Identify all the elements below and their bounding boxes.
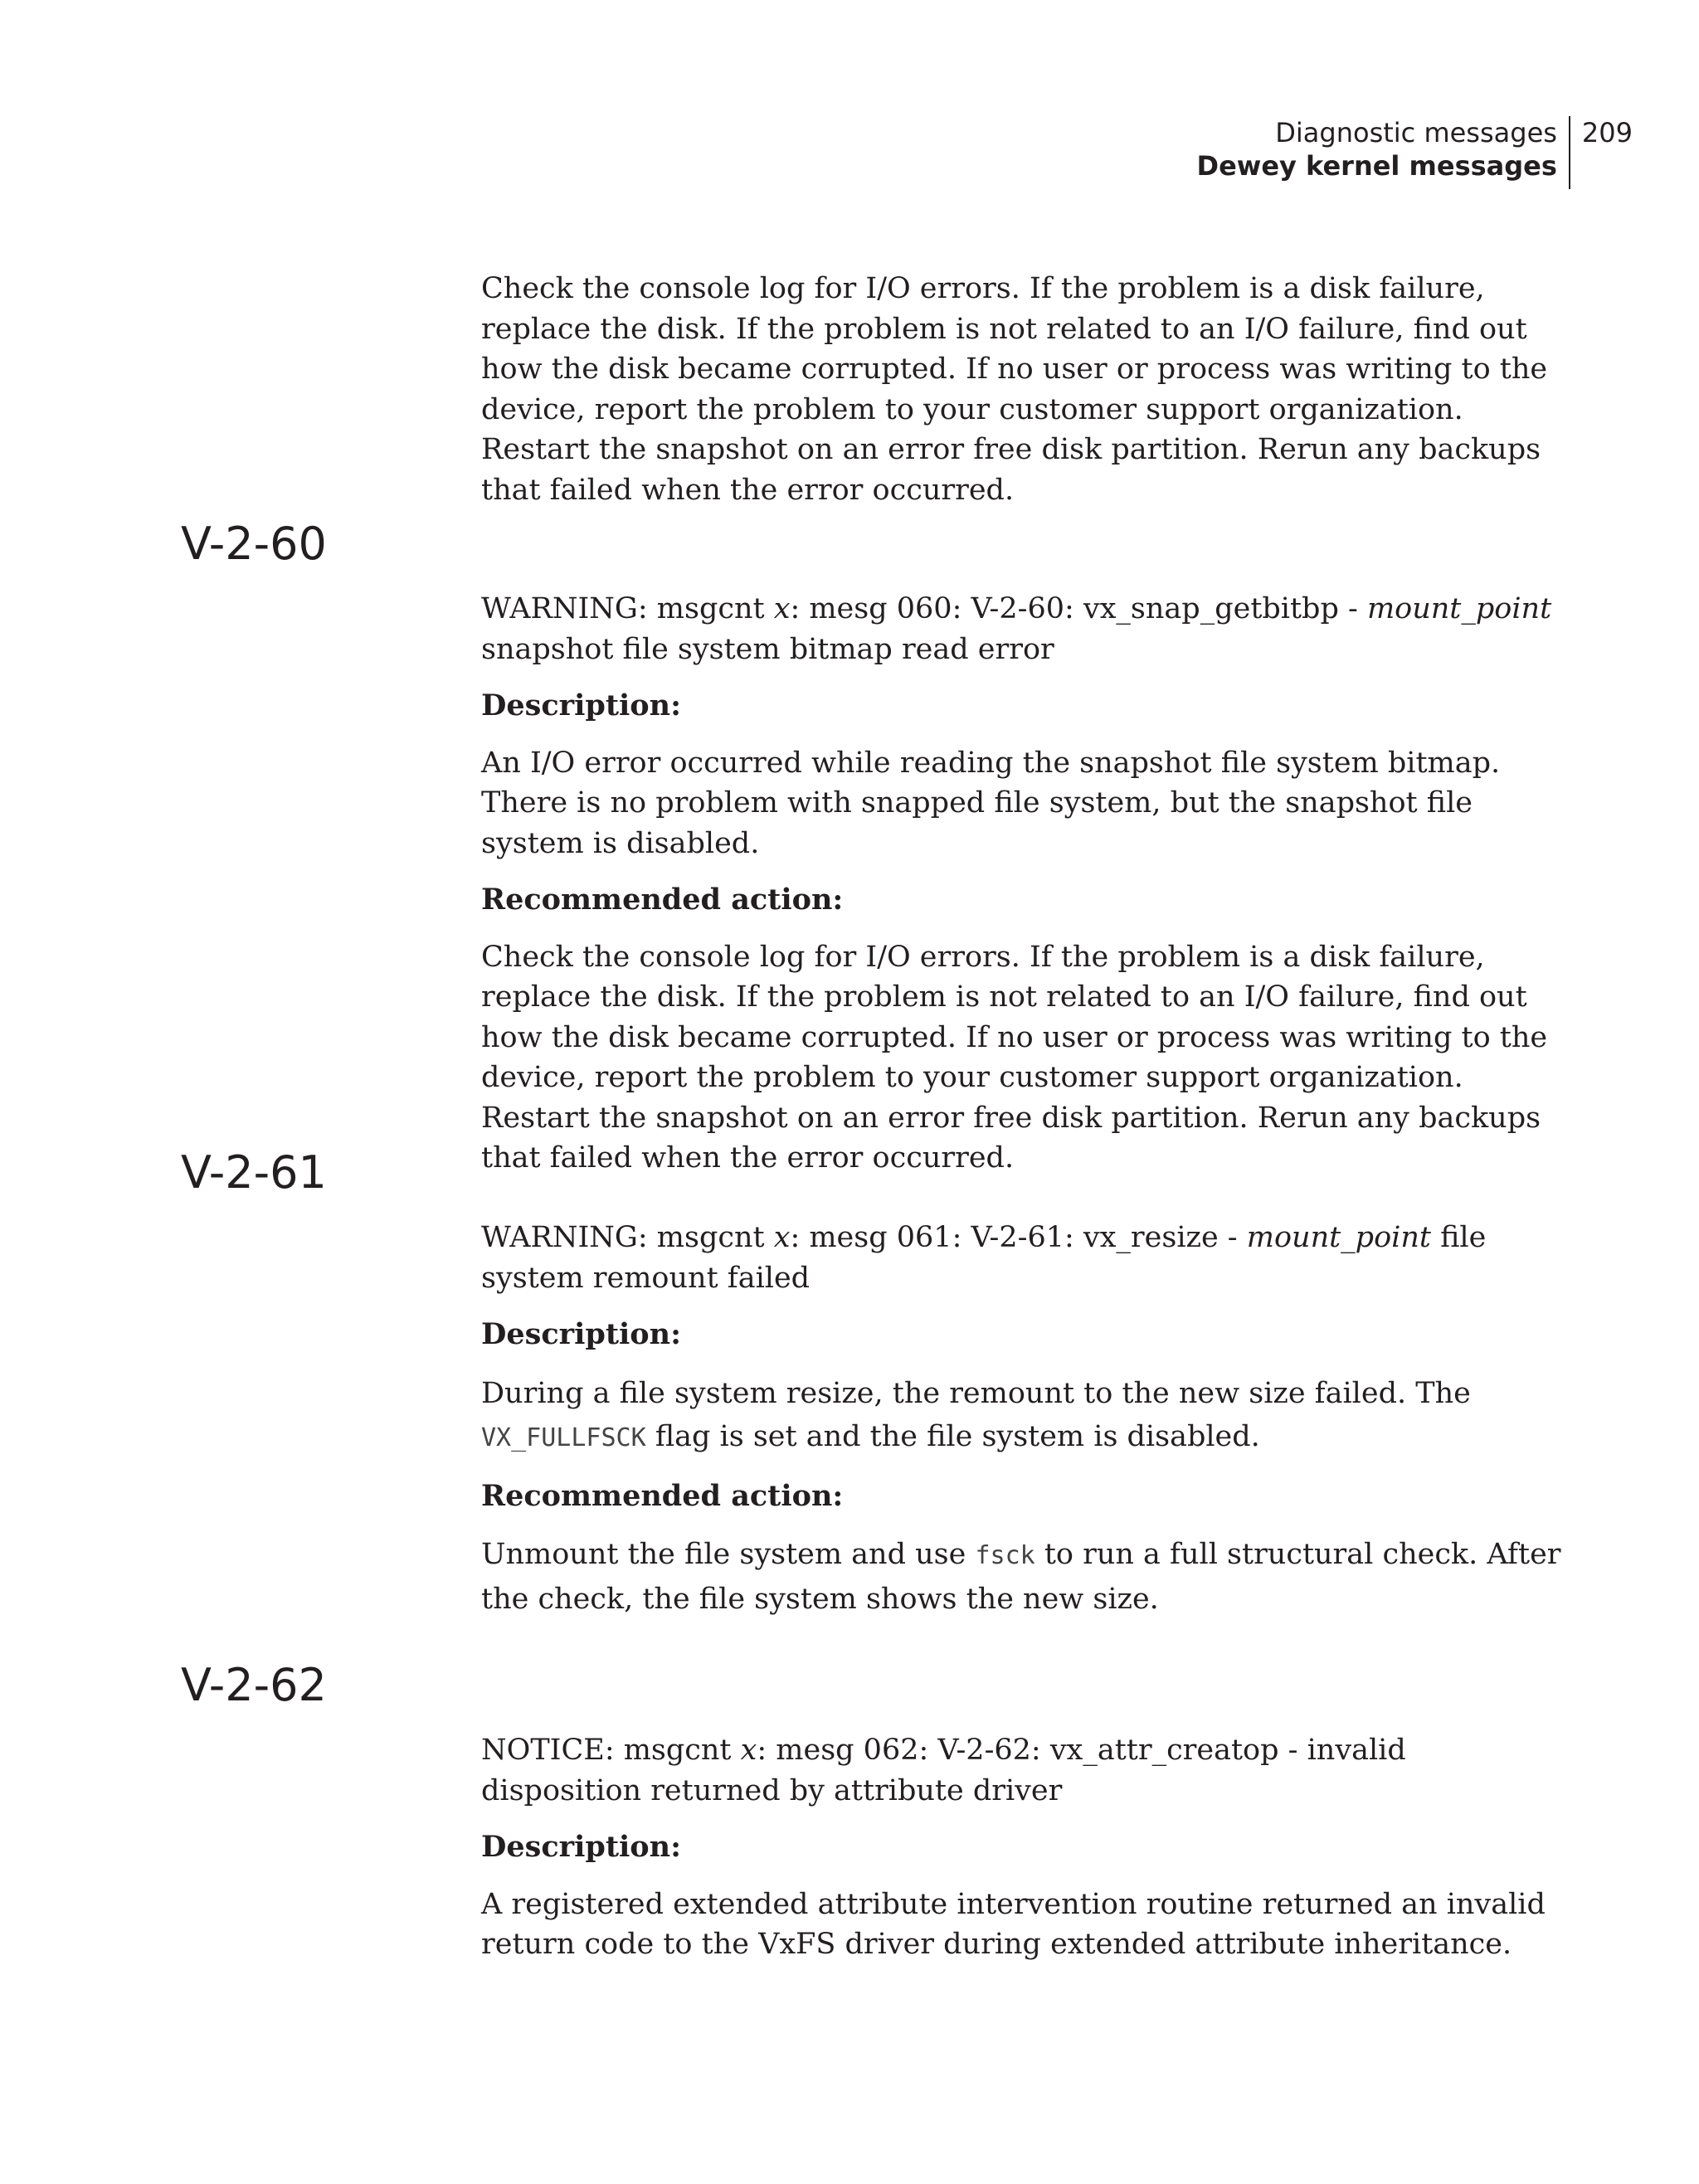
message-middle: : mesg 060: V-2-60: vx_snap_getbitbp - (790, 592, 1367, 625)
message-block-v2-61 (481, 1218, 1568, 1621)
description-pre: During a file system resize, the remount to the new size failed. The (481, 1376, 1471, 1410)
description-text (481, 1372, 1568, 1460)
action-pre: Unmount the file system and use (481, 1538, 976, 1571)
message-middle: : mesg 061: V-2-61: vx_resize - (790, 1221, 1247, 1254)
message-text (481, 589, 1568, 669)
message-suffix: file system remount failed (481, 1221, 1487, 1295)
flag-code: VX_FULLFSCK (481, 1423, 646, 1452)
description-label: Description: (481, 1830, 682, 1864)
recommended-action-label: Recommended action: (481, 883, 844, 917)
description-text: An I/O error occurred while reading the snapshot file system bitmap. There is no problem with snapped file system, but the snapshot file system is disabled. (481, 746, 1501, 860)
message-suffix: : mesg 062: V-2-62: vx_attr_creatop - invalid disposition returned by attribute driver (481, 1734, 1406, 1807)
description-post: flag is set and the file system is disabled. (645, 1419, 1260, 1453)
header-titles (1197, 116, 1570, 189)
message-italic: mount_point (1366, 592, 1552, 625)
message-prefix: WARNING: msgcnt (481, 592, 774, 625)
message-variable: x (740, 1734, 757, 1767)
description-label: Description: (481, 688, 682, 722)
running-header (1197, 116, 1633, 189)
description-label: Description: (481, 1317, 682, 1351)
message-block-v2-62 (481, 1730, 1568, 1965)
message-suffix: snapshot file system bitmap read error (481, 632, 1054, 666)
action-post: to run a full structural check. After the check, the file system shows the new size. (481, 1538, 1561, 1616)
message-variable: x (773, 1221, 791, 1254)
header-section: Dewey kernel messages (1196, 150, 1557, 182)
recommended-action-label: Recommended action: (481, 1478, 844, 1513)
header-chapter: Diagnostic messages (1275, 117, 1557, 148)
message-block-v2-60 (481, 589, 1568, 1179)
intro-block (481, 269, 1568, 510)
intro-action-text: Check the console log for I/O errors. If the problem is a disk failure, replace the disk. If the problem is not related to an I/O failure, find out how the disk became corrupted. If no user or process was writing to the device, report the problem to your customer support organization. Restart the snapshot on an error free disk partition. Rerun any backups that failed when the error occurred. (481, 272, 1548, 507)
message-italic: mount_point (1246, 1221, 1431, 1254)
description-text: A registered extended attribute intervention routine returned an invalid return code to the VxFS driver during extended attribute inheritance. (481, 1887, 1546, 1961)
message-text (481, 1730, 1568, 1811)
message-id-v2-62: V-2-62 (181, 1659, 327, 1711)
recommended-action-text: Check the console log for I/O errors. If the problem is a disk failure, replace the disk. If the problem is not related to an I/O failure, find out how the disk became corrupted. If no user or process was writing to the device, report the problem to your customer support organization. Restart the snapshot on an error free disk partition. Rerun any backups that failed when the error occurred. (481, 940, 1548, 1175)
message-id-v2-61: V-2-61 (181, 1146, 327, 1199)
message-variable: x (773, 592, 791, 625)
message-prefix: WARNING: msgcnt (481, 1221, 774, 1254)
recommended-action-text (481, 1533, 1568, 1621)
message-text (481, 1218, 1568, 1298)
command-code: fsck (975, 1541, 1035, 1570)
message-id-v2-60: V-2-60 (181, 518, 327, 570)
message-prefix: NOTICE: msgcnt (481, 1734, 741, 1767)
page-number: 209 (1581, 117, 1633, 148)
